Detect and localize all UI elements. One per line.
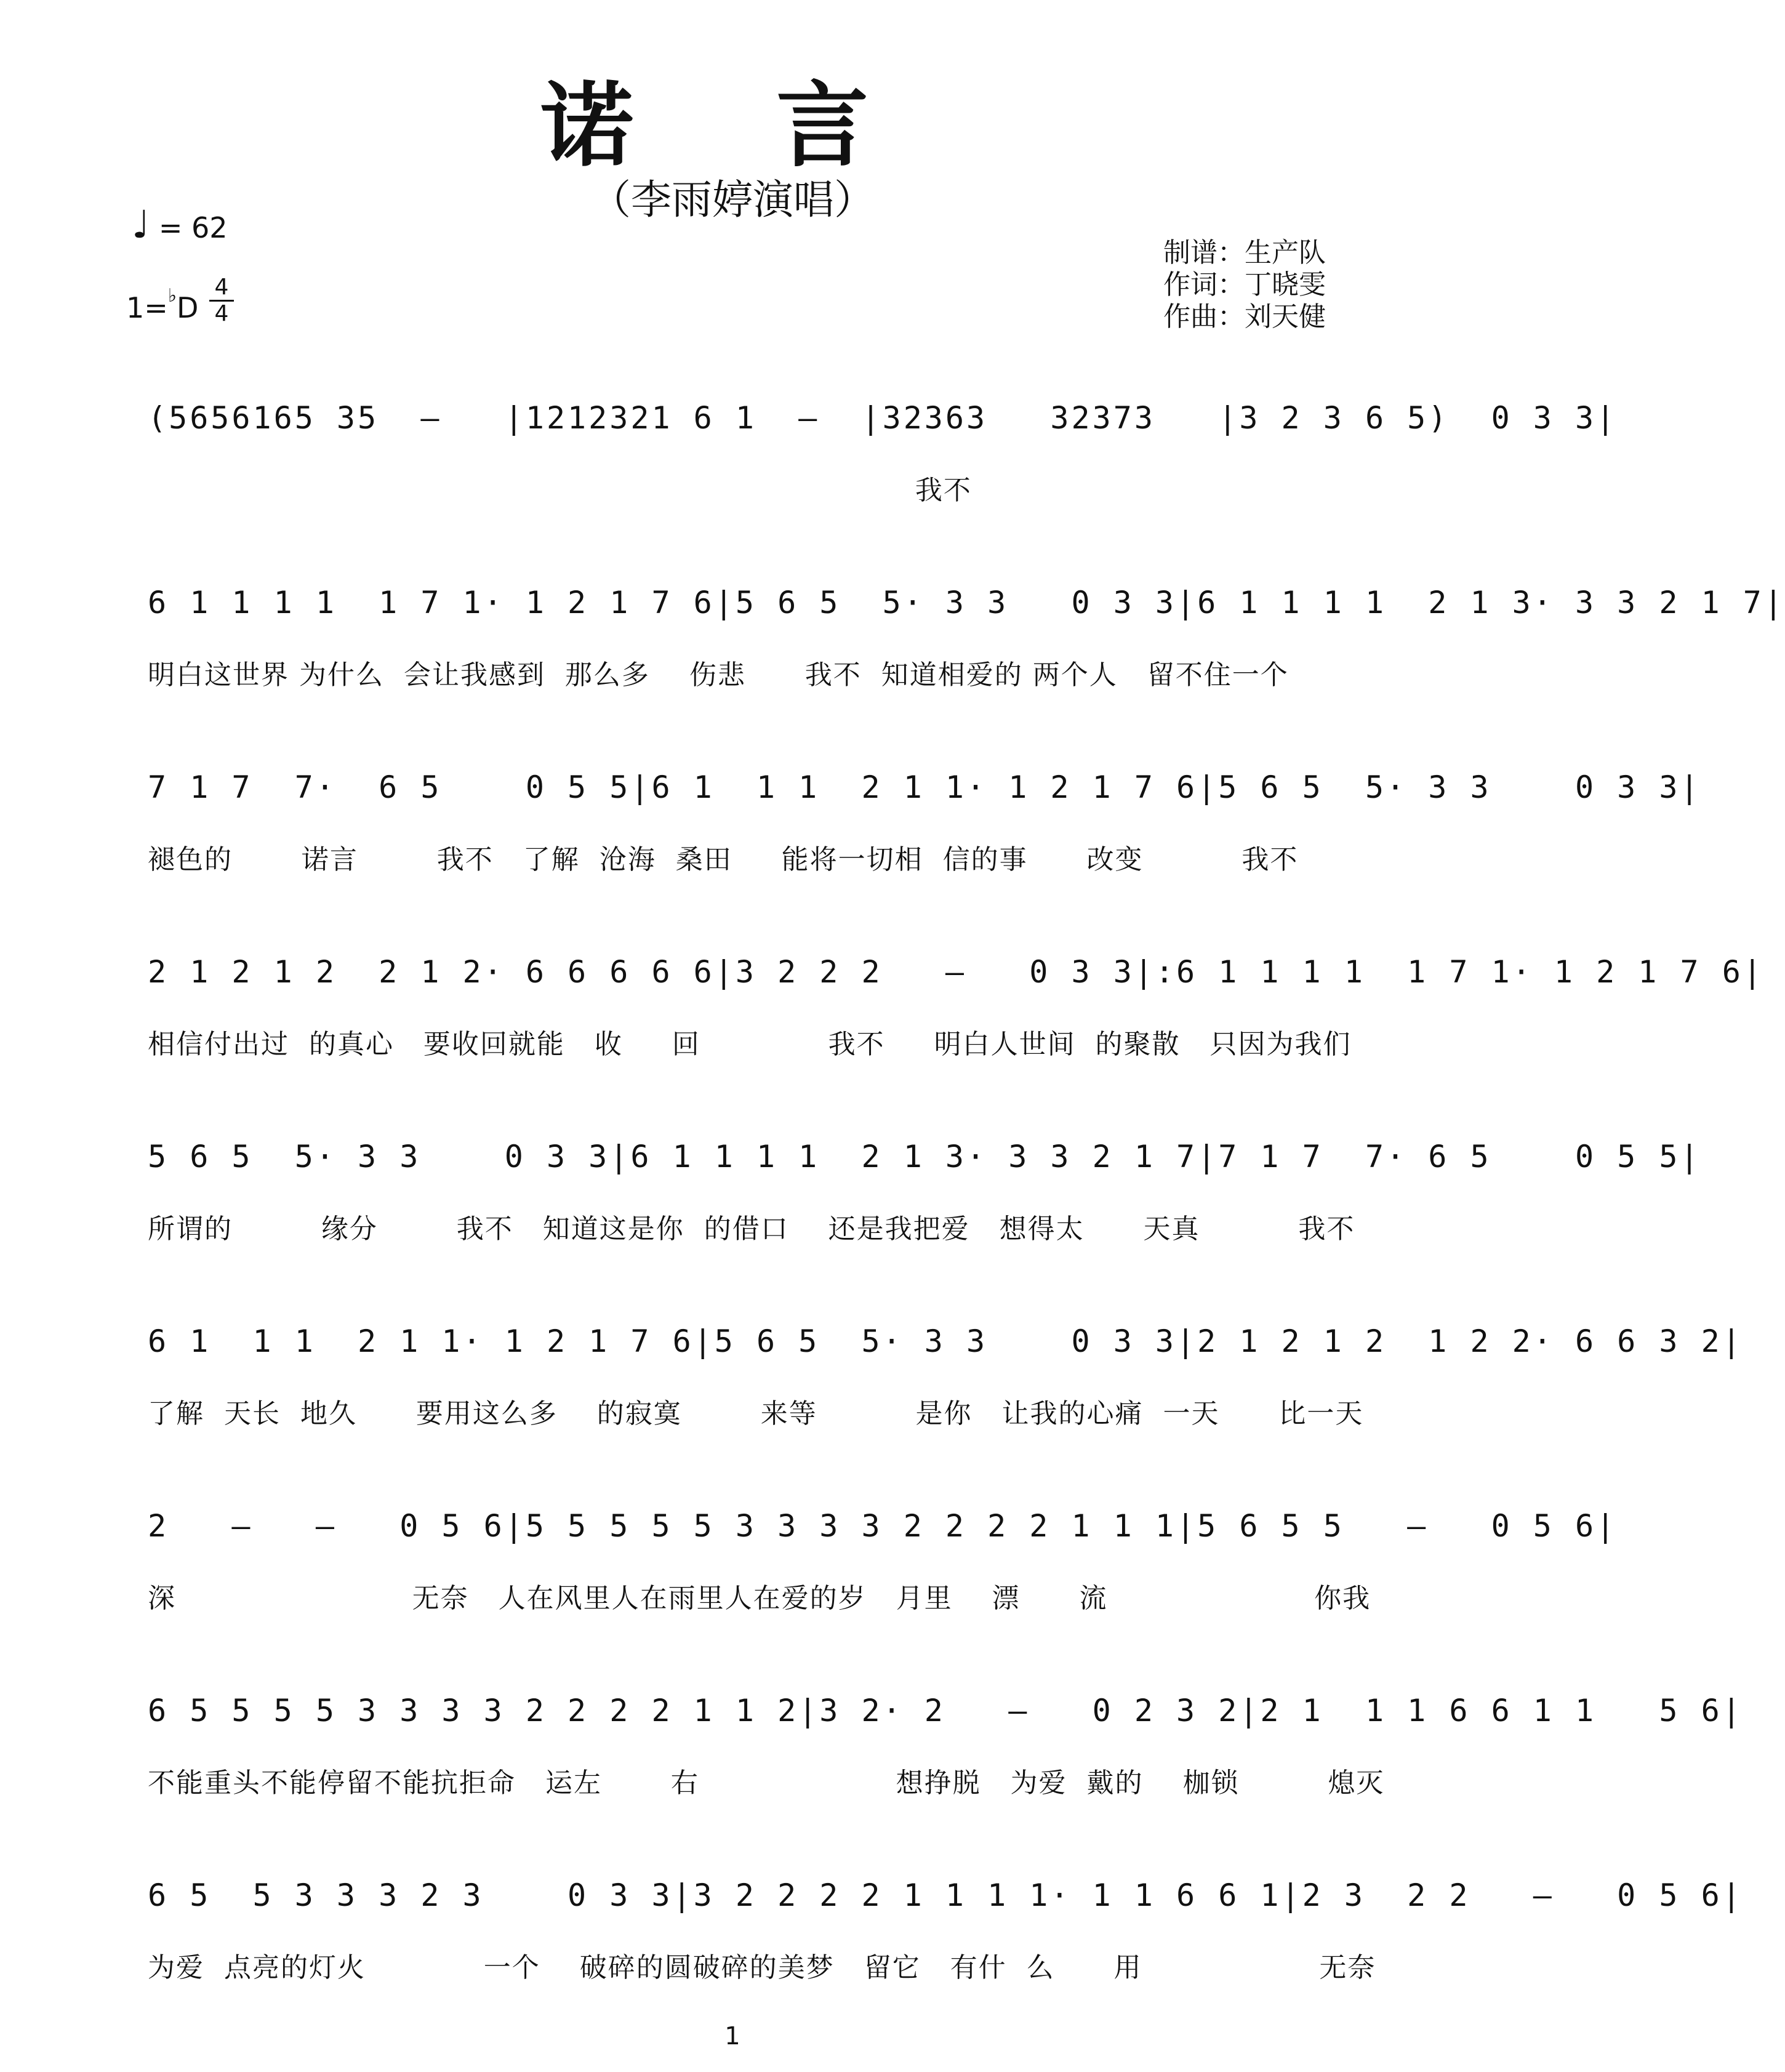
time-denominator: 4: [214, 301, 229, 326]
notes-row: [148, 1687, 1743, 1748]
key-note: D: [176, 291, 199, 324]
jianpu-notes: 6 1 1 1 2 1 1· 1 2 1 7 6|5 6 5 5· 3 3 0 3 3|2 1 2 1 2 1 2 2· 6 6 3 2|: [148, 1323, 1743, 1359]
jianpu-notes: 7 1 7 7· 6 5 0 5 5|6 1 1 1 2 1 1· 1 2 1 7 6|5 6 5 5· 3 3 0 3 3|: [148, 769, 1701, 805]
time-signature: [209, 276, 234, 326]
lyrics-row: 所谓的 缘分 我不 知道这是你 的借口 还是我把爱 想得太 天真 我不: [148, 1213, 1355, 1245]
credits: [1163, 237, 1326, 333]
jianpu-notes: 2 – – 0 5 6|5 5 5 5 5 3 3 3 3 2 2 2 2 1 1 1|5 6 5 5 – 0 5 6|: [148, 1508, 1618, 1544]
lyrics-row: 相信付出过 的真心 要收回就能 收 回 我不 明白人世间 的聚散 只因为我们: [148, 1029, 1352, 1060]
notes-row: [148, 394, 1618, 456]
jianpu-notes: 5 6 5 5· 3 3 0 3 3|6 1 1 1 1 2 1 3· 3 3 2 1 7|7 1 7 7· 6 5 0 5 5|: [148, 1139, 1701, 1175]
key-signature: [126, 285, 199, 331]
page-subtitle: （李雨婷演唱）: [590, 176, 875, 223]
notes-row: [148, 948, 1764, 1010]
notes-row: [148, 763, 1701, 825]
jianpu-notes: (5656165 35 – |1212321 6 1 – |32363 32373 |3 2 3 6 5) 0 3 3|: [148, 400, 1618, 436]
jianpu-notes: 2 1 2 1 2 2 1 2· 6 6 6 6 6|3 2 2 2 – 0 3 3|:6 1 1 1 1 1 7 1· 1 2 1 7 6|: [148, 954, 1764, 990]
notes-row: [148, 1871, 1743, 1933]
tempo-value: = 62: [158, 211, 228, 244]
lyrics-row: 褪色的 诺言 我不 了解 沧海 桑田 能将一切相 信的事 改变 我不: [148, 844, 1299, 875]
lyrics-row: 为爱 点亮的灯火 一个 破碎的圆破碎的美梦 留它 有什 么 用 无奈: [148, 1952, 1376, 1983]
credit-composer: 作曲：刘天健: [1163, 301, 1326, 332]
jianpu-notes: 6 5 5 3 3 3 2 3 0 3 3|3 2 2 2 2 1 1 1 1· 1 1 6 6 1|2 3 2 2 – 0 5 6|: [148, 1877, 1743, 1913]
notes-row: [148, 1502, 1618, 1564]
lyrics-row: 了解 天长 地久 要用这么多 的寂寞 来等 是你 让我的心痛 一天 比一天: [148, 1398, 1364, 1429]
credit-lyricist: 作词：丁晓雯: [1163, 269, 1326, 300]
notes-row: [148, 579, 1785, 640]
page-number: 1: [724, 2022, 740, 2050]
jianpu-notes: 6 5 5 5 5 3 3 3 3 2 2 2 2 1 1 2|3 2· 2 – 0 2 3 2|2 1 1 1 6 6 1 1 5 6|: [148, 1693, 1743, 1729]
jianpu-notes: 6 1 1 1 1 1 7 1· 1 2 1 7 6|5 6 5 5· 3 3 0 3 3|6 1 1 1 1 2 1 3· 3 3 2 1 7|: [148, 585, 1785, 620]
tempo-marking: [132, 202, 228, 247]
time-numerator: 4: [214, 275, 229, 300]
lyrics-row: 不能重头不能停留不能抗拒命 运左 右 想挣脱 为爱 戴的 枷锁 熄灭: [148, 1767, 1385, 1799]
page-title: 诺 言: [540, 73, 925, 180]
key-prefix: 1=: [126, 291, 168, 324]
lyrics-row: 明白这世界 为什么 会让我感到 那么多 伤悲 我不 知道相爱的 两个人 留不住一个: [148, 659, 1289, 691]
flat-icon: ♭: [167, 285, 177, 307]
lyrics-row: 我不: [148, 475, 972, 506]
notes-row: [148, 1317, 1743, 1379]
lyrics-row: 深 无奈 人在风里人在雨里人在爱的岁 月里 漂 流 你我: [148, 1583, 1371, 1614]
quarter-note-icon: ♩: [132, 202, 150, 247]
credit-arranger: 制谱：生产队: [1163, 237, 1326, 268]
notes-row: [148, 1133, 1701, 1194]
